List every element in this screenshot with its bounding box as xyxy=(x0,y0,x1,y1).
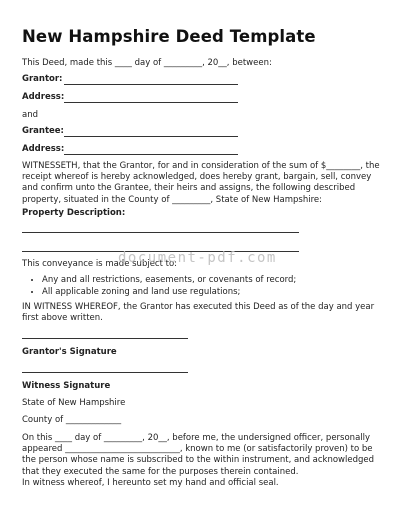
witnesseth-paragraph: WITNESSETH, that the Grantor, for and in consideration of the sum of $________, the receipt whereof is hereby acknowledged, does hereby grant, bargain, sell, convey and confirm unto the Grantee, their heirs and assigns, the following described property, situated in the County of _________, State of New Hampshire: xyxy=(22,161,380,205)
in-witness-paragraph: IN WITNESS WHEREOF, the Grantor has executed this Deed as of the day and year first above written. xyxy=(22,302,375,324)
property-description-label: Property Description: xyxy=(22,208,126,218)
notary-paragraph: On this ____ day of _________, 20__, before me, the undersigned officer, personally appeared ___________________________, known to me (or satisfactorily proven) to be the person whose name is subscribed to the within instrument, and acknowledged that they executed the same for the purposes therein contained. xyxy=(22,433,375,477)
condition-item: • Any and all restrictions, easements, or covenants of record; xyxy=(42,275,296,287)
grantor-address-line xyxy=(64,102,238,103)
grantee-address-line xyxy=(64,154,238,155)
subject-to-text: This conveyance is made subject to: xyxy=(22,259,178,269)
property-line-1 xyxy=(22,232,299,233)
watermark-text: document-pdf.com xyxy=(118,250,277,266)
intro-line: This Deed, made this ____ day of _________, 20__, between: xyxy=(22,58,272,68)
conditions-list xyxy=(22,275,296,298)
document-title: New Hampshire Deed Template xyxy=(22,27,316,46)
grantor-signature-label: Grantor's Signature xyxy=(22,347,117,357)
county-line: County of _____________ xyxy=(22,415,122,425)
condition-item: • All applicable zoning and land use regulations; xyxy=(42,287,296,299)
grantor-signature-line xyxy=(22,338,188,339)
grantor-label: Grantor: xyxy=(22,74,63,84)
grantor-name-line xyxy=(64,84,238,85)
state-line: State of New Hampshire xyxy=(22,398,126,408)
witness-signature-line xyxy=(22,372,188,373)
witness-signature-label: Witness Signature xyxy=(22,381,111,391)
and-text: and xyxy=(22,110,38,120)
grantee-name-line xyxy=(64,136,238,137)
grantee-address-label: Address: xyxy=(22,144,65,154)
grantee-label: Grantee: xyxy=(22,126,64,136)
closing-line: In witness whereof, I hereunto set my hand and official seal. xyxy=(22,478,279,488)
grantor-address-label: Address: xyxy=(22,92,65,102)
